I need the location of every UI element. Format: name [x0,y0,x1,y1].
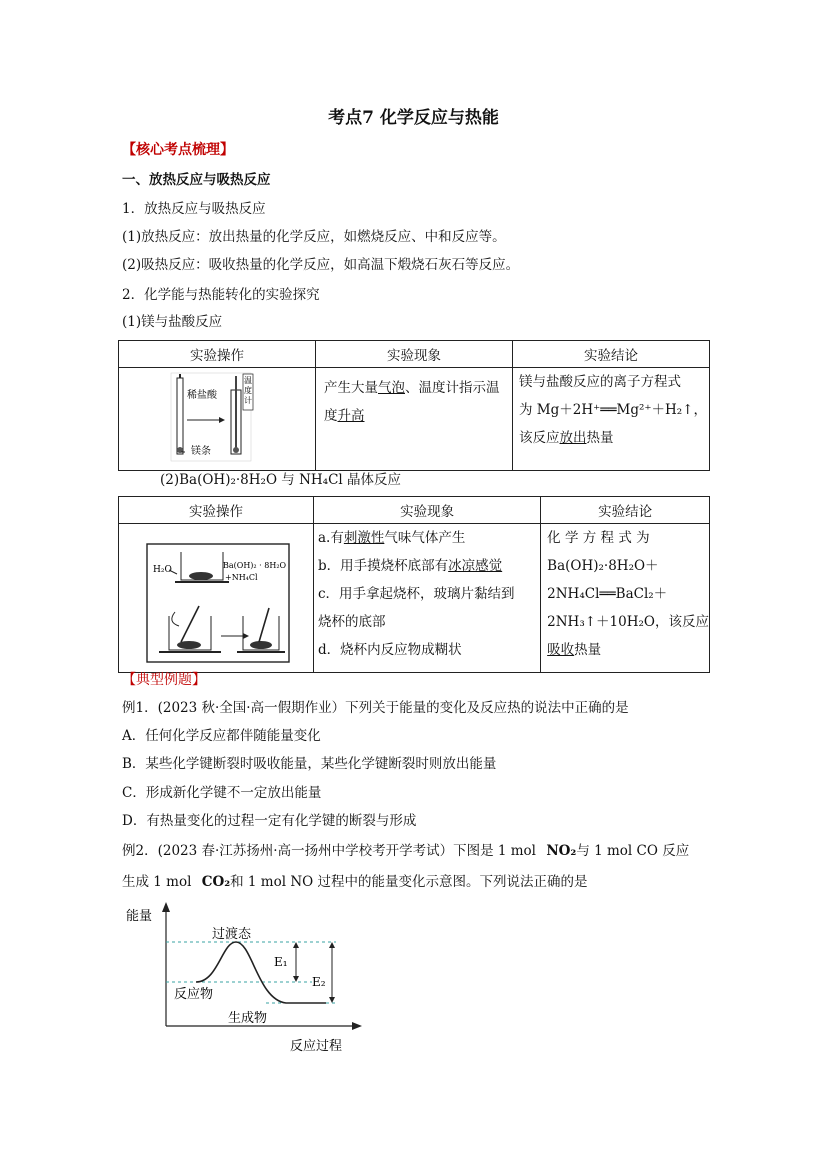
th2-conclusion: 实验结论 [541,497,710,524]
cell-phenomenon: 产生大量气泡、温度计指示温 度升高 [316,368,513,471]
table-mg-hcl [118,340,710,471]
page-title: 考点7 化学反应与热能 [328,108,499,128]
cell-conclusion: 镁与盐酸反应的离子方程式 为 Mg＋2H⁺══Mg²⁺＋H₂↑， 该反应放出热量 [513,368,710,471]
example-2-stem-line2: 生成 1 mol CO₂和 1 mol NO 过程中的能量变化示意图。下列说法正确的是 [122,874,588,890]
example-1-stem: 例1．(2023 秋·全国·高一假期作业）下列关于能量的变化及反应热的说法中正确的是 [122,700,629,716]
transition-state-label: 过渡态 [212,927,252,942]
label-reagent1: Ba(OH)₂ · 8H₂O [223,561,287,570]
label-water: H₂O [153,565,172,575]
label-thermo-3: 计 [244,396,252,405]
cell2-operation-image [119,524,314,673]
table-baoh2-nh4cl [118,496,710,673]
th2-operation: 实验操作 [119,497,314,524]
heading-exo-endo: 一、放热反应与吸热反应 [122,172,271,188]
example-1-option-a: A．任何化学反应都伴随能量变化 [122,728,321,744]
example-2-stem-line1: 例2．(2023 春·江苏扬州·高一扬州中学校考开学考试）下图是 1 mol NO₂与 1 mol CO 反应 [122,843,690,859]
cell-operation-image [119,368,316,471]
energy-curve [196,942,326,1003]
section-header: 【核心考点梳理】 [122,142,234,158]
label-reagent2: +NH₄Cl [225,573,258,582]
example-1-option-b: B．某些化学键断裂时吸收能量，某些化学键断裂时则放出能量 [122,756,497,772]
th-operation: 实验操作 [119,341,316,368]
line-exothermic: (1)放热反应：放出热量的化学反应，如燃烧反应、中和反应等。 [122,229,506,245]
line-2: 2．化学能与热能转化的实验探究 [122,287,320,303]
x-axis-label: 反应过程 [290,1039,343,1054]
line-mg-hcl: (1)镁与盐酸反应 [122,314,223,330]
reactants-label: 反应物 [174,987,214,1002]
cell2-conclusion: 化 学 方 程 式 为 Ba(OH)₂·8H₂O＋ 2NH₄Cl══BaCl₂＋ 2NH₃↑＋10H₂O，该反应 吸收热量 [541,524,710,673]
mg-hcl-apparatus-figure [119,368,315,466]
th2-phenomenon: 实验现象 [314,497,541,524]
label-thermo-2: 度 [244,386,252,395]
baoh2-apparatus-figure [119,524,313,668]
line-endothermic: (2)吸热反应：吸收热量的化学反应，如高温下煅烧石灰石等反应。 [122,257,520,273]
th-conclusion: 实验结论 [513,341,710,368]
cell2-phenomenon: a.有刺激性气味气体产生 b．用手摸烧杯底部有冰凉感觉 c．用手拿起烧杯，玻璃片黏结到 烧杯的底部 d．烧杯内反应物成糊状 [314,524,541,673]
example-1-option-c: C．形成新化学键不一定放出能量 [122,785,322,801]
examples-header: 【典型例题】 [122,672,206,688]
products-label: 生成物 [228,1011,268,1026]
e1-label: E₁ [274,955,288,969]
energy-diagram [126,900,366,1060]
e2-label: E₂ [312,975,326,989]
label-thermo-1: 温 [244,376,252,385]
label-mg: 镁条 [191,446,211,457]
label-acid: 稀盐酸 [187,390,217,401]
y-axis-label: 能量 [126,909,153,924]
line-baoh2-nh4cl: (2)Ba(OH)₂·8H₂O 与 NH₄Cl 晶体反应 [160,472,402,488]
line-1: 1．放热反应与吸热反应 [122,201,266,217]
th-phenomenon: 实验现象 [316,341,513,368]
example-1-option-d: D．有热量变化的过程一定有化学键的断裂与形成 [122,813,417,829]
